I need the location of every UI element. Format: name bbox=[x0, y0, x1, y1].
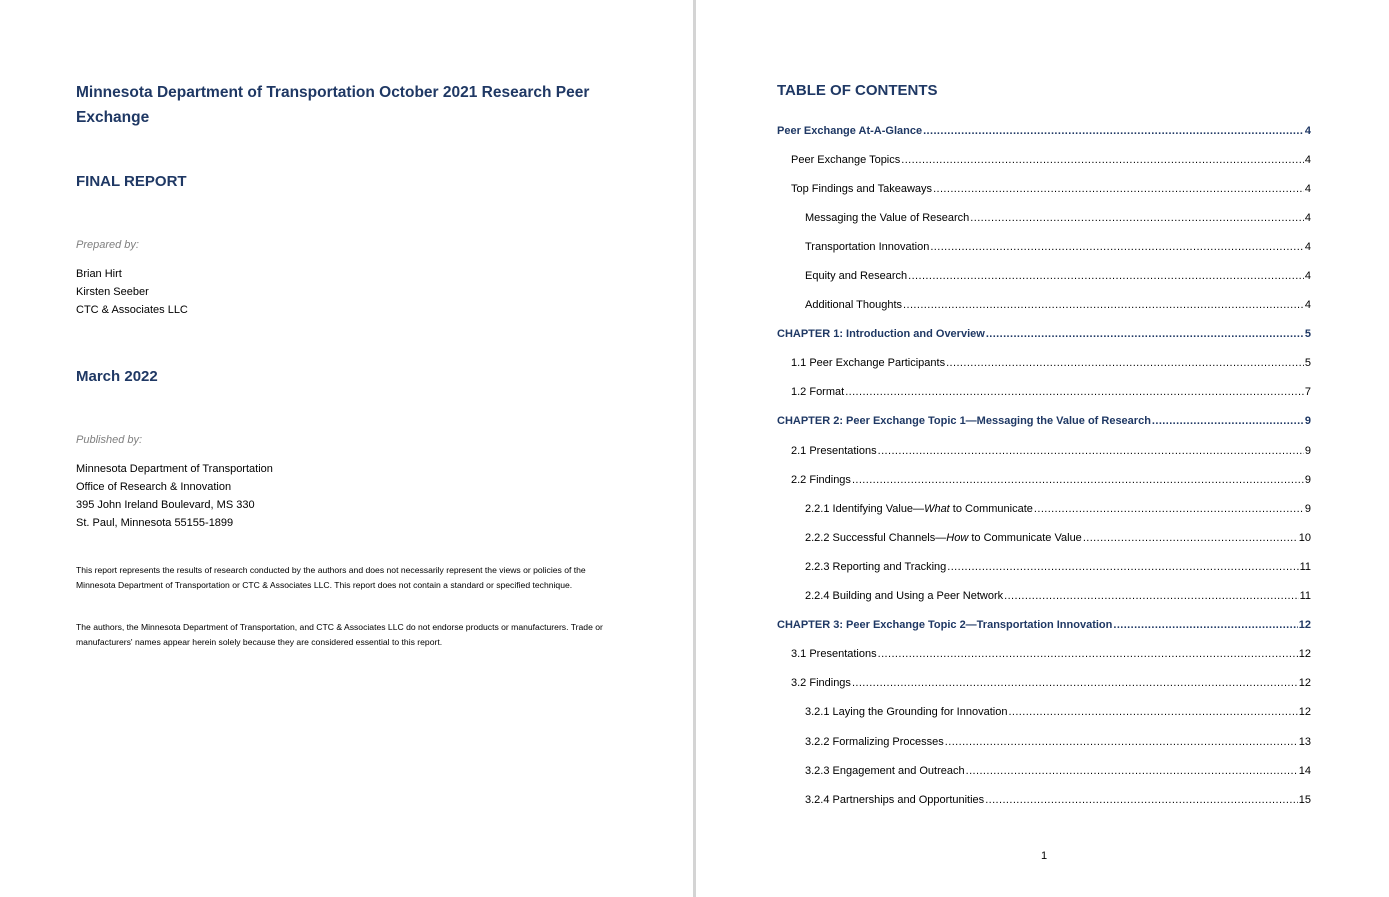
toc-entry-page: 9 bbox=[1304, 415, 1311, 428]
toc-entry-label bbox=[791, 386, 844, 398]
toc-entry-label bbox=[805, 736, 944, 748]
toc-entry-page: 7 bbox=[1304, 386, 1311, 399]
toc-entry-text: Engagement and Outreach bbox=[832, 764, 965, 777]
toc-entry-label bbox=[791, 445, 877, 457]
toc-entry-label bbox=[805, 794, 984, 806]
toc-entry-label bbox=[805, 532, 1082, 544]
toc-leader-dots bbox=[908, 270, 1304, 282]
toc-entry-page: 14 bbox=[1298, 764, 1311, 777]
toc-leader-dots bbox=[1152, 415, 1304, 427]
toc-entry[interactable] bbox=[777, 582, 1311, 611]
toc-entry-page: 9 bbox=[1304, 444, 1311, 457]
toc-entry[interactable] bbox=[777, 465, 1311, 494]
toc-entry-label bbox=[791, 183, 932, 195]
toc-entry-page: 12 bbox=[1298, 648, 1311, 661]
toc-entry[interactable] bbox=[777, 174, 1311, 203]
toc-entry-label bbox=[777, 415, 1151, 427]
report-date: March 2022 bbox=[76, 368, 158, 385]
toc-entry-label bbox=[805, 706, 1007, 718]
toc-entry-page: 9 bbox=[1304, 502, 1311, 515]
toc-entry-page: 4 bbox=[1304, 270, 1311, 283]
toc-entry[interactable] bbox=[777, 378, 1311, 407]
toc-leader-dots bbox=[966, 765, 1298, 777]
author-line: Kirsten Seeber bbox=[76, 286, 149, 298]
toc-leader-dots bbox=[845, 386, 1304, 398]
toc-leader-dots bbox=[947, 561, 1298, 573]
toc-entry-text-rest: to Communicate bbox=[949, 502, 1033, 515]
toc-entry-label bbox=[805, 212, 969, 224]
page-number: 1 bbox=[1041, 850, 1048, 862]
toc-leader-dots bbox=[985, 794, 1298, 806]
toc-entry-label bbox=[805, 503, 1033, 515]
toc-leader-dots bbox=[933, 183, 1304, 195]
toc-entry[interactable] bbox=[777, 407, 1311, 436]
toc-entry-label bbox=[777, 125, 922, 137]
toc-entry-text: Laying the Grounding for Innovation bbox=[832, 706, 1008, 719]
toc-entry-label bbox=[791, 677, 851, 689]
toc-entry-number: 3.2.4 bbox=[805, 793, 830, 806]
disclaimer-paragraph: This report represents the results of research conducted by the authors and does not necessarily represent the views or policies of the Minnesota Department of Transportation or CTC & Associates LLC. This report does not contain a standard or specified technique. bbox=[76, 565, 586, 590]
author-line: CTC & Associates LLC bbox=[76, 304, 188, 316]
table-of-contents bbox=[777, 116, 1311, 814]
toc-entry-label bbox=[805, 765, 965, 777]
toc-entry[interactable] bbox=[777, 349, 1311, 378]
toc-entry[interactable] bbox=[777, 291, 1311, 320]
toc-leader-dots bbox=[1004, 590, 1298, 602]
toc-leader-dots bbox=[1008, 706, 1297, 718]
publisher-line: Office of Research & Innovation bbox=[76, 481, 232, 493]
toc-entry[interactable] bbox=[777, 523, 1311, 552]
toc-entry-text: 1.1 Peer Exchange Participants bbox=[791, 357, 946, 370]
toc-entry[interactable] bbox=[777, 727, 1311, 756]
toc-entry-label bbox=[791, 357, 945, 369]
toc-leader-dots bbox=[901, 154, 1304, 166]
toc-entry-text: CHAPTER 1: Introduction and Overview bbox=[777, 328, 985, 341]
toc-entry-page: 4 bbox=[1304, 124, 1311, 137]
toc-leader-dots bbox=[852, 677, 1298, 689]
toc-entry-text: Successful Channels— bbox=[832, 531, 947, 544]
toc-entry-page: 5 bbox=[1304, 328, 1311, 341]
toc-entry-text: Peer Exchange Topics bbox=[791, 153, 901, 166]
toc-entry-label bbox=[805, 299, 902, 311]
toc-entry-text: 1.2 Format bbox=[791, 386, 845, 399]
toc-leader-dots bbox=[970, 212, 1304, 224]
toc-entry-page: 4 bbox=[1304, 299, 1311, 312]
toc-entry[interactable] bbox=[777, 640, 1311, 669]
toc-leader-dots bbox=[1113, 619, 1297, 631]
toc-entry-page: 13 bbox=[1298, 735, 1311, 748]
toc-entry-text: Reporting and Tracking bbox=[832, 560, 947, 573]
toc-heading: TABLE OF CONTENTS bbox=[777, 82, 938, 99]
toc-entry[interactable] bbox=[777, 785, 1311, 814]
toc-entry-label bbox=[805, 270, 907, 282]
toc-leader-dots bbox=[930, 241, 1304, 253]
toc-entry-text: Transportation Innovation bbox=[805, 240, 930, 253]
toc-entry-text: 3.2 Findings bbox=[791, 677, 851, 690]
toc-entry[interactable] bbox=[777, 436, 1311, 465]
toc-entry[interactable] bbox=[777, 232, 1311, 261]
toc-entry-text: Additional Thoughts bbox=[805, 299, 903, 312]
author-line: Brian Hirt bbox=[76, 268, 122, 280]
right-page bbox=[696, 0, 1389, 897]
toc-entry[interactable] bbox=[777, 145, 1311, 174]
toc-entry-page: 12 bbox=[1298, 706, 1311, 719]
toc-entry-text: Equity and Research bbox=[805, 270, 908, 283]
toc-entry[interactable] bbox=[777, 756, 1311, 785]
publisher-line: Minnesota Department of Transportation bbox=[76, 463, 273, 475]
toc-entry-emphasis: How bbox=[946, 531, 969, 544]
publisher-line: St. Paul, Minnesota 55155-1899 bbox=[76, 517, 234, 529]
toc-entry-label bbox=[777, 328, 985, 340]
toc-entry-text: 2.2 Findings bbox=[791, 473, 851, 486]
publisher-line: 395 John Ireland Boulevard, MS 330 bbox=[76, 499, 255, 511]
toc-entry-page: 11 bbox=[1299, 560, 1311, 573]
report-type: FINAL REPORT bbox=[76, 173, 187, 190]
report-title: Minnesota Department of Transportation October 2021 Research Peer Exchange bbox=[76, 84, 590, 126]
toc-leader-dots bbox=[986, 328, 1304, 340]
toc-entry-page: 4 bbox=[1304, 211, 1311, 224]
toc-entry[interactable] bbox=[777, 669, 1311, 698]
toc-entry-label bbox=[805, 590, 1003, 602]
toc-entry[interactable] bbox=[777, 320, 1311, 349]
toc-entry-text: Messaging the Value of Research bbox=[805, 211, 970, 224]
authors-block bbox=[76, 265, 188, 319]
prepared-by-label: Prepared by: bbox=[76, 239, 139, 251]
left-page bbox=[0, 0, 693, 897]
toc-entry-page: 12 bbox=[1298, 619, 1311, 632]
toc-leader-dots bbox=[945, 736, 1298, 748]
toc-entry-label bbox=[791, 648, 877, 660]
toc-entry-number: 2.2.3 bbox=[805, 560, 830, 573]
toc-entry-emphasis: What bbox=[924, 502, 950, 515]
toc-leader-dots bbox=[1034, 503, 1304, 515]
toc-entry-text: CHAPTER 3: Peer Exchange Topic 2—Transportation Innovation bbox=[777, 619, 1113, 632]
toc-entry-label bbox=[791, 474, 851, 486]
toc-entry[interactable] bbox=[777, 494, 1311, 523]
toc-entry[interactable] bbox=[777, 116, 1311, 145]
toc-entry-page: 12 bbox=[1298, 677, 1311, 690]
toc-leader-dots bbox=[1083, 532, 1298, 544]
toc-leader-dots bbox=[852, 474, 1304, 486]
toc-entry[interactable] bbox=[777, 203, 1311, 232]
toc-entry-number: 2.2.4 bbox=[805, 590, 830, 603]
toc-leader-dots bbox=[878, 648, 1298, 660]
toc-entry[interactable] bbox=[777, 698, 1311, 727]
toc-entry-page: 9 bbox=[1304, 473, 1311, 486]
toc-entry-text: Formalizing Processes bbox=[832, 735, 944, 748]
toc-entry-number: 2.2.2 bbox=[805, 531, 830, 544]
toc-entry[interactable] bbox=[777, 611, 1311, 640]
toc-entry-page: 5 bbox=[1304, 357, 1311, 370]
toc-entry-page: 4 bbox=[1304, 240, 1311, 253]
toc-entry-page: 10 bbox=[1298, 531, 1311, 544]
toc-entry[interactable] bbox=[777, 552, 1311, 581]
toc-leader-dots bbox=[946, 357, 1304, 369]
publisher-block bbox=[76, 460, 273, 532]
toc-entry-number: 3.2.3 bbox=[805, 764, 830, 777]
toc-entry-text: 2.1 Presentations bbox=[791, 444, 877, 457]
toc-entry-number: 2.2.1 bbox=[805, 502, 830, 515]
toc-entry-text: Building and Using a Peer Network bbox=[832, 590, 1004, 603]
toc-entry-label bbox=[805, 241, 929, 253]
toc-leader-dots bbox=[923, 125, 1304, 137]
endorsement-paragraph: The authors, the Minnesota Department of Transportation, and CTC & Associates LLC do not endorse products or manufacturers. Trade or manufacturers' names appear herein solely because they are considered essential to this report. bbox=[76, 622, 603, 647]
toc-entry-text: Identifying Value— bbox=[832, 502, 925, 515]
toc-entry-text: Top Findings and Takeaways bbox=[791, 182, 933, 195]
toc-entry-page: 4 bbox=[1304, 182, 1311, 195]
toc-entry-page: 15 bbox=[1298, 793, 1311, 806]
toc-entry[interactable] bbox=[777, 261, 1311, 290]
toc-entry-label bbox=[805, 561, 946, 573]
toc-entry-text: 3.1 Presentations bbox=[791, 648, 877, 661]
published-by-label: Published by: bbox=[76, 434, 143, 446]
toc-entry-page: 11 bbox=[1299, 590, 1311, 603]
toc-entry-number: 3.2.2 bbox=[805, 735, 830, 748]
toc-entry-text: Peer Exchange At-A-Glance bbox=[777, 124, 923, 137]
toc-entry-text-rest: to Communicate Value bbox=[968, 531, 1082, 544]
toc-entry-text: Partnerships and Opportunities bbox=[832, 793, 985, 806]
toc-entry-label bbox=[791, 154, 900, 166]
toc-entry-text: CHAPTER 2: Peer Exchange Topic 1—Messaging the Value of Research bbox=[777, 415, 1151, 428]
toc-leader-dots bbox=[903, 299, 1304, 311]
toc-entry-number: 3.2.1 bbox=[805, 706, 830, 719]
toc-entry-page: 4 bbox=[1304, 153, 1311, 166]
toc-leader-dots bbox=[878, 445, 1304, 457]
toc-entry-label bbox=[777, 619, 1112, 631]
